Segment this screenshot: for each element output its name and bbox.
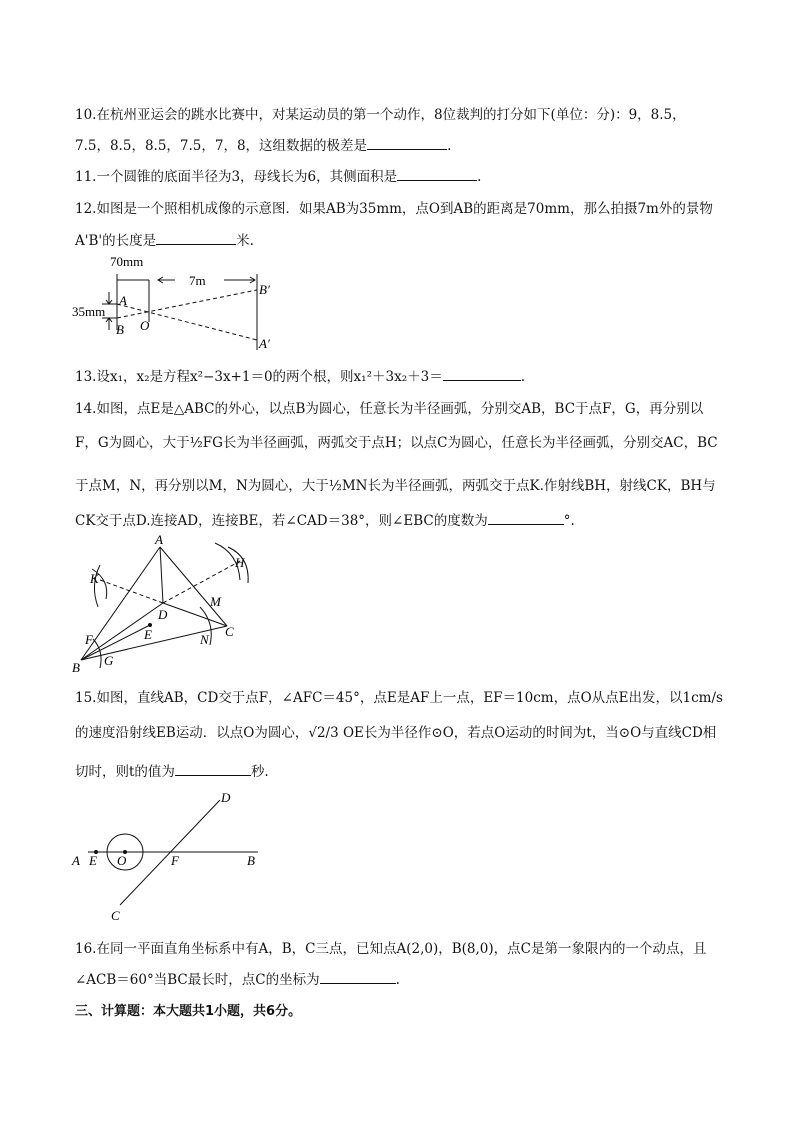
q10-end: . xyxy=(447,138,452,154)
q12-answer-blank[interactable] xyxy=(156,230,236,245)
fig14-label-B: B xyxy=(72,660,80,675)
fig14-label-C: C xyxy=(225,624,234,639)
fig14-label-E: E xyxy=(144,627,152,642)
fig12-label-35mm: 35mm xyxy=(72,304,106,319)
q15-line2: 的速度沿射线EB运动．以点O为圆心，√2/3 OE长为半径作⊙O，若点O运动的时间为t，当⊙O与直线CD相 xyxy=(75,725,717,741)
fig14-label-A: A xyxy=(155,532,163,547)
q16-answer-blank[interactable] xyxy=(320,969,396,984)
fig12-label-B-prime: B′ xyxy=(259,282,270,297)
q15-text: 切时，则t的值为 xyxy=(75,764,175,780)
q11-line xyxy=(75,165,481,185)
q11-end: . xyxy=(477,169,482,185)
fig14-label-M: M xyxy=(210,594,221,609)
q14-end: °. xyxy=(563,513,575,529)
fig15-label-B: B xyxy=(247,853,255,868)
fig12-label-A: A xyxy=(119,293,127,308)
fig12-label-O: O xyxy=(140,318,150,333)
q11-answer-blank[interactable] xyxy=(397,166,477,181)
q12-end: 米. xyxy=(236,233,254,249)
fig14-label-N: N xyxy=(200,632,209,647)
camera-figure xyxy=(72,252,292,357)
q14-line4 xyxy=(75,509,575,529)
q16-text: ∠ACB＝60°当BC最长时，点C的坐标为 xyxy=(75,972,320,988)
q16-line1: 16.在同一平面直角坐标系中有A，B，C三点，已知点A(2,0)，B(8,0)，点C是第一象限内的一个动点，且 xyxy=(75,941,707,957)
q13-text: 13.设x₁，x₂是方程x²−3x+1＝0的两个根，则x₁²＋3x₂＋3＝ xyxy=(75,369,443,385)
q14-line1: 14.如图，点E是△ABC的外心，以点B为圆心，任意长为半径画弧，分别交AB，BC于点F，G，再分别以 xyxy=(75,401,704,417)
fig15-label-O: O xyxy=(117,853,127,868)
fig12-label-7m: 7m xyxy=(189,273,206,288)
q10-text: 7.5，8.5，8.5，7.5，7，8，这组数据的极差是 xyxy=(75,138,368,154)
fig14-label-D: D xyxy=(158,607,168,622)
q12-line2 xyxy=(75,229,254,249)
fig12-label-70mm: 70mm xyxy=(110,254,144,269)
fig12-label-A-prime: A′ xyxy=(259,336,270,351)
section-3-title: 三、计算题：本大题共1小题，共6分。 xyxy=(75,1004,302,1019)
q14-line2: F，G为圆心，大于½FG长为半径画弧，两弧交于点H；以点C为圆心，任意长为半径画弧，分别交AC，BC xyxy=(75,435,718,451)
fig12-label-B: B xyxy=(116,322,124,337)
q15-answer-blank[interactable] xyxy=(175,761,251,776)
q15-line3 xyxy=(75,760,269,780)
fig15-label-D: D xyxy=(221,790,231,805)
q16-line2 xyxy=(75,968,400,988)
q13-answer-blank[interactable] xyxy=(443,366,521,381)
q15-end: 秒. xyxy=(250,764,269,780)
q12-line1: 12.如图是一个照相机成像的示意图．如果AB为35mm，点O到AB的距离是70mm，那么拍摄7m外的景物 xyxy=(75,201,713,217)
q15-line1: 15.如图，直线AB，CD交于点F，∠AFC＝45°，点E是AF上一点，EF＝10cm，点O从点E出发，以1cm/s xyxy=(75,690,723,706)
fig14-label-H: H xyxy=(235,555,245,570)
q11-text: 11.一个圆锥的底面半径为3，母线长为6，其侧面积是 xyxy=(75,169,398,185)
q13-end: . xyxy=(520,369,525,385)
q16-end: . xyxy=(395,972,400,988)
q14-line3: 于点M，N，再分别以M，N为圆心，大于½MN长为半径画弧，两弧交于点K.作射线BH，射线CK，BH与 xyxy=(75,478,716,494)
triangle-construction-figure xyxy=(70,532,270,675)
fig15-label-A: A xyxy=(72,853,80,868)
fig14-label-K: K xyxy=(90,571,99,586)
q10-answer-blank[interactable] xyxy=(367,135,447,150)
q13-line xyxy=(75,365,525,385)
fig14-label-F: F xyxy=(85,632,93,647)
fig15-label-E: E xyxy=(89,853,97,868)
q14-text: CK交于点D.连接AD，连接BE，若∠CAD＝38°，则∠EBC的度数为 xyxy=(75,513,488,529)
q12-text: A'B'的长度是 xyxy=(75,233,157,249)
fig15-label-F: F xyxy=(171,853,179,868)
fig14-label-G: G xyxy=(104,653,114,668)
fig15-label-C: C xyxy=(111,908,120,923)
q14-answer-blank[interactable] xyxy=(488,510,564,525)
q10-line1: 10.在杭州亚运会的跳水比赛中，对某运动员的第一个动作，8位裁判的打分如下(单位：分)：9，8.5， xyxy=(75,107,686,123)
line-circle-figure xyxy=(70,785,270,925)
q10-line2 xyxy=(75,134,451,154)
